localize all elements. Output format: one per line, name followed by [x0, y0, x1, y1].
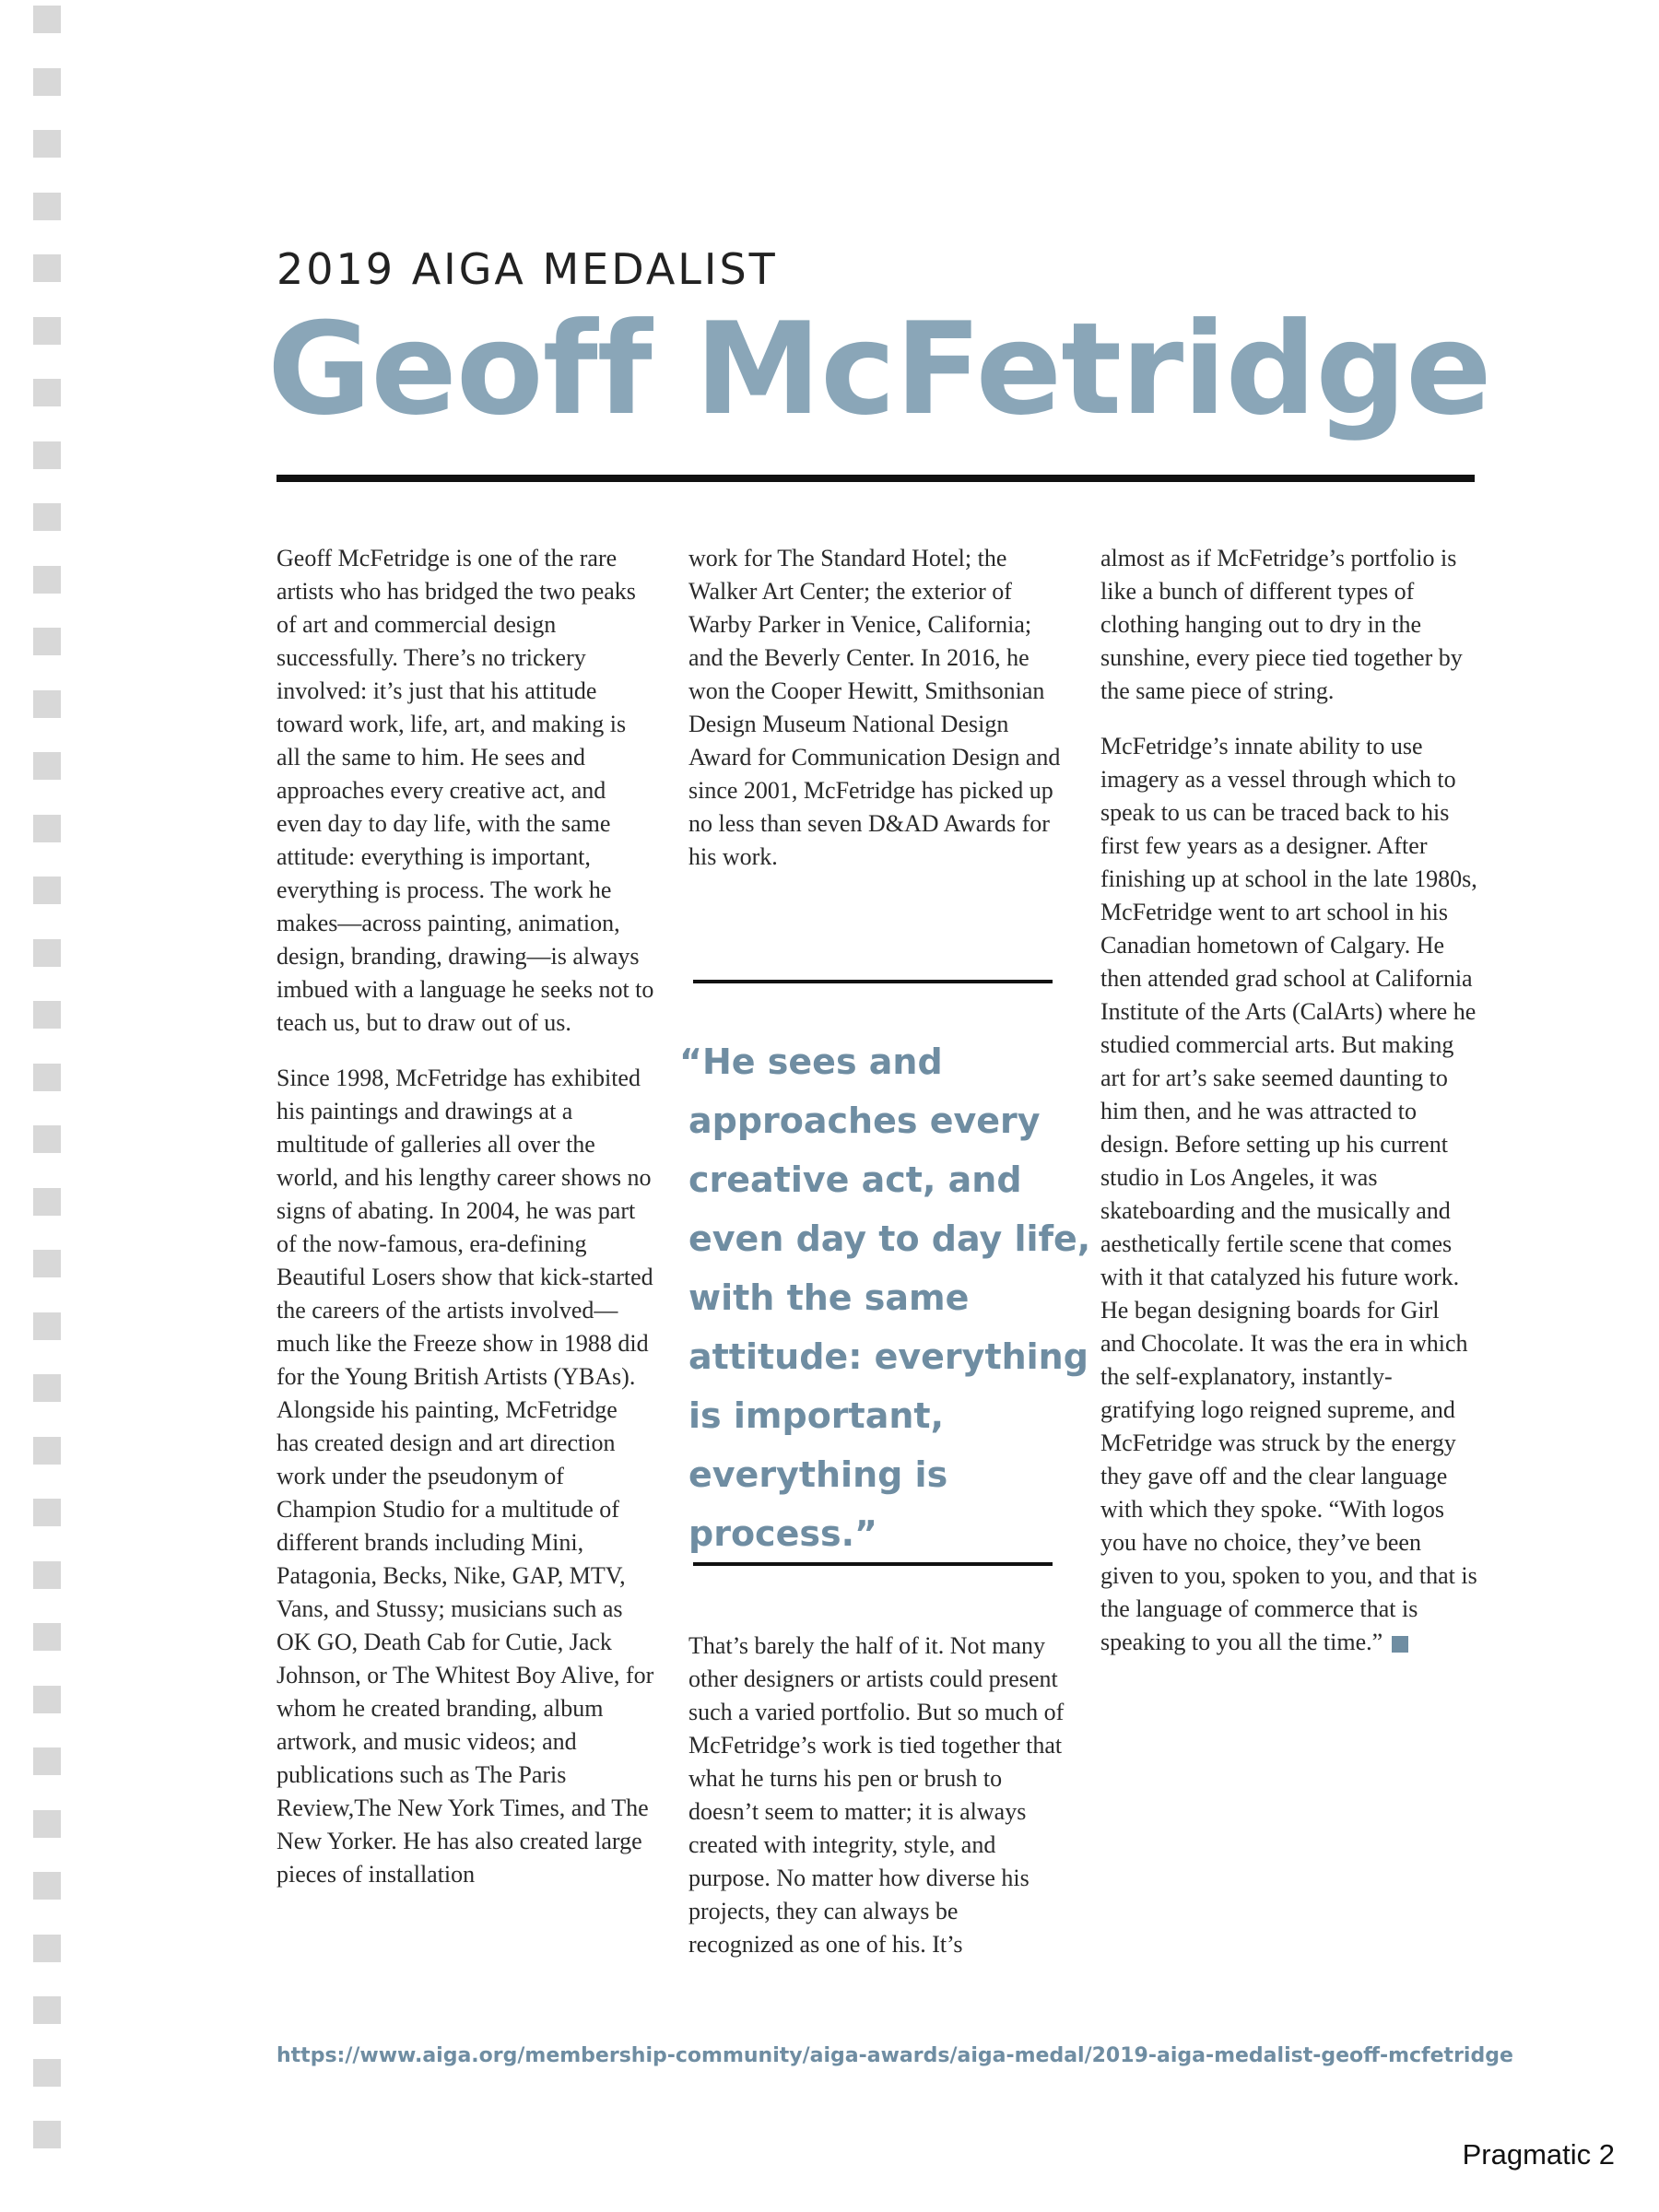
binding-hole — [33, 1872, 61, 1900]
binding-hole — [33, 1188, 61, 1216]
title-divider — [276, 475, 1475, 482]
paragraph-text: McFetridge’s innate ability to use imagery as a vessel through which to speak to us can be traced back to his first few years as a designer. After finishing up at school in the late 1980s, McFetridge went to art school in his Canadian hometown of Calgary. He then attended grad school at California Institute of the Arts (CalArts) where he studied commercial arts. But making art for art’s sake seemed daunting to him then, and he was attracted to design. Before setting up his current studio in Los Angeles, it was skateboarding and the musically and aesthetically fertile scene that comes with it that catalyzed his future work. He began designing boards for Girl and Chocolate. It was the era in which the self-explanatory, instantly-gratifying logo reigned supreme, and McFetridge was struck by the energy they gave off and the clear language with which they spoke. “With logos you have no choice, they’ve been given to you, spoken to you, and that is the language of commerce that is speaking to you all the time.” — [1100, 733, 1477, 1655]
binding-hole — [33, 1374, 61, 1402]
binding-hole — [33, 690, 61, 718]
source-link[interactable]: https://www.aiga.org/membership-community/aiga-awards/aiga-medal/2019-aiga-medalist-geoff-mcfetridge — [276, 2044, 1513, 2067]
article-column-1 — [276, 542, 654, 1913]
binding-holes — [33, 0, 61, 2212]
binding-hole — [33, 1747, 61, 1775]
binding-hole — [33, 1686, 61, 1713]
binding-hole — [33, 317, 61, 345]
binding-hole — [33, 2059, 61, 2087]
page-title: Geoff McFetridge — [267, 295, 1491, 443]
binding-hole — [33, 1810, 61, 1838]
binding-hole — [33, 2121, 61, 2148]
binding-hole — [33, 752, 61, 780]
pullquote-rule-top — [693, 980, 1053, 983]
binding-hole — [33, 1499, 61, 1526]
page-footer: Pragmatic 2 — [1462, 2138, 1615, 2171]
binding-hole — [33, 1623, 61, 1651]
binding-hole — [33, 1437, 61, 1465]
pullquote-rule-bottom — [693, 1562, 1053, 1566]
binding-hole — [33, 1125, 61, 1153]
binding-hole — [33, 628, 61, 655]
binding-hole — [33, 503, 61, 531]
article-column-2-top — [688, 542, 1066, 896]
article-column-3 — [1100, 542, 1478, 1681]
paragraph: Geoff McFetridge is one of the rare artists who has bridged the two peaks of art and commercial design successfully. There’s no trickery involved: it’s just that his attitude toward work, life, art, and making is all the same to him. He sees and approaches every creative act, and even day to day life, with the same attitude: everything is important, everything is process. The work he makes—across painting, animation, design, branding, drawing—is always imbued with a language he seeks not to teach us, but to draw out of us. — [276, 545, 654, 1036]
binding-hole — [33, 566, 61, 594]
paragraph: almost as if McFetridge’s portfolio is like a bunch of different types of clothing hanging out to dry in the sunshine, every piece tied together by the same piece of string. — [1100, 545, 1463, 704]
kicker-heading: 2019 AIGA MEDALIST — [276, 244, 778, 294]
binding-hole — [33, 68, 61, 96]
binding-hole — [33, 815, 61, 842]
binding-hole — [33, 193, 61, 220]
binding-hole — [33, 1935, 61, 1962]
binding-hole — [33, 6, 61, 33]
paragraph: work for The Standard Hotel; the Walker Art Center; the exterior of Warby Parker in Venice, California; and the Beverly Center. In 2016, he won the Cooper Hewitt, Smithsonian Design Museum National Design Award for Communication Design and since 2001, McFetridge has picked up no less than seven D&AD Awards for his work. — [688, 545, 1061, 870]
binding-hole — [33, 441, 61, 469]
pull-quote: “He sees and approaches every creative act, and even day to day life, with the same attitude: everything is important, everything is process.” — [679, 1041, 1091, 1554]
end-mark-icon — [1392, 1636, 1408, 1653]
paragraph: That’s barely the half of it. Not many other designers or artists could present such a varied portfolio. But so much of McFetridge’s work is tied together that what he turns his pen or brush to doesn’t seem to matter; it is always created with integrity, style, and purpose. No matter how diverse his projects, they can always be recognized as one of his. It’s — [688, 1632, 1065, 1958]
binding-hole — [33, 1001, 61, 1029]
binding-hole — [33, 877, 61, 904]
paragraph: Since 1998, McFetridge has exhibited his paintings and drawings at a multitude of galleries all over the world, and his lengthy career shows no signs of abating. In 2004, he was part of the now-famous, era-defining Beautiful Losers show that kick-started the careers of the artists involved—much like the Freeze show in 1988 did for the Young British Artists (YBAs). Alongside his painting, McFetridge has created design and art direction work under the pseudonym of Champion Studio for a multitude of different brands including Mini, Patagonia, Becks, Nike, GAP, MTV, Vans, and Stussy; musicians such as OK GO, Death Cab for Cutie, Jack Johnson, or The Whitest Boy Alive, for whom he created branding, album artwork, and music videos; and publications such as The Paris Review,The New York Times, and The New Yorker. He has also created large pieces of installation — [276, 1065, 654, 1888]
binding-hole — [33, 1250, 61, 1277]
article-column-2-bottom — [688, 1630, 1066, 1983]
binding-hole — [33, 939, 61, 967]
binding-hole — [33, 379, 61, 406]
binding-hole — [33, 1064, 61, 1091]
binding-hole — [33, 1561, 61, 1589]
binding-hole — [33, 254, 61, 282]
binding-hole — [33, 1312, 61, 1340]
binding-hole — [33, 130, 61, 158]
paragraph — [1100, 730, 1478, 1659]
binding-hole — [33, 1996, 61, 2024]
